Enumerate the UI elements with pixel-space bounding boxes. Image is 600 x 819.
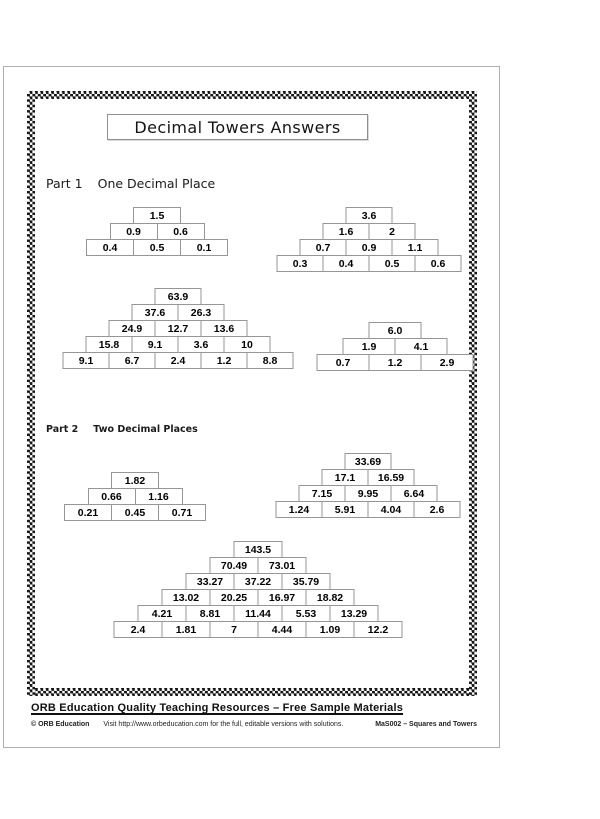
pyramid-part2-2	[276, 453, 461, 518]
pyramid-part1-1	[86, 207, 228, 256]
pyramid-row	[322, 469, 415, 486]
pyramid-cell: 20.25	[210, 589, 259, 606]
pyramid-cell: 12.2	[354, 621, 403, 638]
pyramid-cell: 37.22	[234, 573, 283, 590]
pyramid-row	[276, 501, 461, 518]
pyramid-cell: 33.69	[345, 453, 392, 470]
page-title: Decimal Towers Answers	[134, 117, 341, 137]
part2-label: Part 2	[46, 424, 79, 435]
pyramid-part2-1	[64, 472, 206, 521]
pyramid-cell: 4.04	[368, 501, 415, 518]
pyramid-row	[346, 207, 393, 224]
pyramid-row	[186, 573, 331, 590]
pyramid-cell: 0.4	[86, 239, 134, 256]
pyramid-cell: 9.1	[132, 336, 179, 353]
pyramid-row	[63, 352, 294, 369]
pyramid-cell: 0.71	[158, 504, 206, 521]
pyramid-row	[210, 557, 307, 574]
pyramid-cell: 13.29	[330, 605, 379, 622]
pyramid-cell: 7.15	[299, 485, 346, 502]
pyramid-cell: 2.9	[421, 354, 474, 371]
pyramid-cell: 17.1	[322, 469, 369, 486]
pyramid-cell: 2	[369, 223, 416, 240]
pyramid-cell: 0.4	[323, 255, 370, 272]
part2-title: Two Decimal Places	[93, 424, 198, 435]
pyramid-cell: 73.01	[258, 557, 307, 574]
pyramid-row	[234, 541, 283, 558]
pyramid-part1-2	[277, 207, 462, 272]
pyramid-cell: 8.81	[186, 605, 235, 622]
pyramid-cell: 13.02	[162, 589, 211, 606]
pyramid-cell: 0.45	[111, 504, 159, 521]
pyramid-cell: 10	[224, 336, 271, 353]
pyramid-cell: 1.1	[392, 239, 439, 256]
worksheet-page	[3, 66, 500, 748]
pyramid-row	[86, 336, 271, 353]
pyramid-cell: 1.82	[111, 472, 159, 489]
pyramid-cell: 2.4	[114, 621, 163, 638]
part2-heading	[46, 424, 198, 435]
pyramid-cell: 18.82	[306, 589, 355, 606]
checker-border-top	[27, 91, 477, 99]
pyramid-cell: 1.5	[133, 207, 181, 224]
checker-border-bottom	[27, 688, 477, 696]
pyramid-cell: 35.79	[282, 573, 331, 590]
pyramid-cell: 9.1	[63, 352, 110, 369]
checker-border-right	[469, 91, 477, 696]
footer-left	[31, 721, 343, 728]
pyramid-cell: 6.7	[109, 352, 156, 369]
pyramid-cell: 26.3	[178, 304, 225, 321]
pyramid-cell: 4.1	[395, 338, 448, 355]
pyramid-cell: 0.5	[369, 255, 416, 272]
part1-heading	[46, 176, 215, 191]
pyramid-cell: 37.6	[132, 304, 179, 321]
footer-meta	[31, 721, 477, 728]
pyramid-row	[64, 504, 206, 521]
pyramid-cell: 13.6	[201, 320, 248, 337]
pyramid-cell: 3.6	[346, 207, 393, 224]
pyramid-cell: 11.44	[234, 605, 283, 622]
footer-heading: ORB Education Quality Teaching Resources – Free Sample Materials	[31, 702, 404, 714]
pyramid-cell: 0.1	[180, 239, 228, 256]
pyramid-row	[86, 239, 228, 256]
pyramid-cell: 63.9	[155, 288, 202, 305]
pyramid-cell: 15.8	[86, 336, 133, 353]
pyramid-cell: 0.66	[88, 488, 136, 505]
pyramid-cell: 0.6	[157, 223, 205, 240]
pyramid-row	[132, 304, 225, 321]
pyramid-cell: 70.49	[210, 557, 259, 574]
pyramid-row	[345, 453, 392, 470]
pyramid-cell: 143.5	[234, 541, 283, 558]
pyramid-cell: 4.21	[138, 605, 187, 622]
pyramid-cell: 0.5	[133, 239, 181, 256]
pyramid-cell: 5.91	[322, 501, 369, 518]
pyramid-cell: 1.81	[162, 621, 211, 638]
part1-label: Part 1	[46, 176, 83, 191]
pyramid-cell: 0.6	[415, 255, 462, 272]
pyramid-cell: 6.64	[391, 485, 438, 502]
footer-visit-text: Visit http://www.orbeducation.com for the full, editable versions with solutions.	[103, 721, 344, 728]
pyramid-row	[114, 621, 403, 638]
pyramid-cell: 1.6	[323, 223, 370, 240]
part1-title: One Decimal Place	[97, 176, 216, 191]
pyramid-cell: 0.9	[110, 223, 158, 240]
pyramid-row	[277, 255, 462, 272]
pyramid-row	[323, 223, 416, 240]
pyramid-cell: 9.95	[345, 485, 392, 502]
pyramid-row	[300, 239, 439, 256]
pyramid-cell: 6.0	[369, 322, 422, 339]
pyramid-row	[369, 322, 422, 339]
pyramid-row	[110, 223, 205, 240]
pyramid-cell: 24.9	[109, 320, 156, 337]
pyramid-part1-4	[317, 322, 474, 371]
pyramid-cell: 0.7	[317, 354, 370, 371]
pyramid-cell: 2.4	[155, 352, 202, 369]
pyramid-cell: 1.2	[201, 352, 248, 369]
pyramid-cell: 1.16	[135, 488, 183, 505]
pyramid-part1-3	[63, 288, 294, 369]
pyramid-cell: 0.9	[346, 239, 393, 256]
pyramid-cell: 7	[210, 621, 259, 638]
pyramid-cell: 8.8	[247, 352, 294, 369]
pyramid-cell: 2.6	[414, 501, 461, 518]
footer-copyright: © ORB Education	[31, 721, 90, 728]
pyramid-row	[343, 338, 448, 355]
pyramid-row	[317, 354, 474, 371]
pyramid-cell: 0.3	[277, 255, 324, 272]
checker-border-left	[27, 91, 35, 696]
pyramid-cell: 5.53	[282, 605, 331, 622]
pyramid-cell: 0.21	[64, 504, 112, 521]
pyramid-row	[133, 207, 181, 224]
pyramid-row	[109, 320, 248, 337]
pyramid-cell: 16.59	[368, 469, 415, 486]
pyramid-cell: 12.7	[155, 320, 202, 337]
pyramid-row	[138, 605, 379, 622]
title-box	[107, 114, 368, 140]
pyramid-cell: 3.6	[178, 336, 225, 353]
pyramid-cell: 33.27	[186, 573, 235, 590]
pyramid-part2-3	[114, 541, 403, 638]
pyramid-row	[88, 488, 183, 505]
pyramid-row	[111, 472, 159, 489]
pyramid-row	[162, 589, 355, 606]
pyramid-cell: 1.24	[276, 501, 323, 518]
pyramid-cell: 4.44	[258, 621, 307, 638]
pyramid-cell: 16.97	[258, 589, 307, 606]
pyramid-cell: 1.09	[306, 621, 355, 638]
pyramid-row	[299, 485, 438, 502]
pyramid-row	[155, 288, 202, 305]
pyramid-cell: 0.7	[300, 239, 347, 256]
pyramid-cell: 1.9	[343, 338, 396, 355]
pyramid-cell: 1.2	[369, 354, 422, 371]
footer-doc-code: MaS002 – Squares and Towers	[375, 721, 477, 728]
